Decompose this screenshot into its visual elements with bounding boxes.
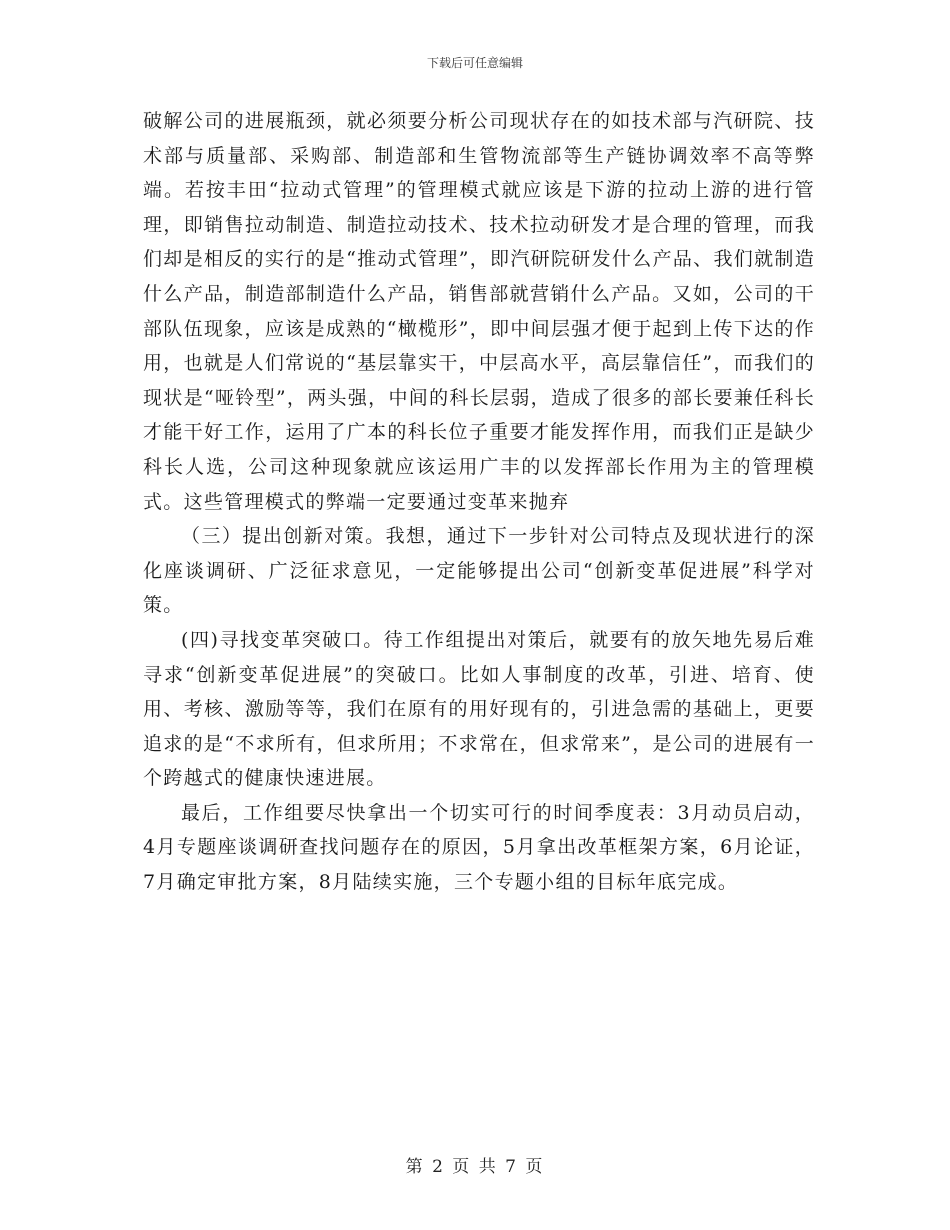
paragraph-bottleneck: 破解公司的进展瓶颈，就必须要分析公司现状存在的如技术部与汽研院、技术部与质量部、采购部、制造部和生管物流部等生产链协调效率不高等弊端。若按丰田“拉动式管理”的管理模式就应该是下游的拉动上游的进行管理，即销售拉动制造、制造拉动技术、技术拉动研发才是合理的管理，而我们却是相反的实行的是“推动式管理”，即汽研院研发什么产品、我们就制造什么产品，制造部制造什么产品，销售部就营销什么产品。又如，公司的干部队伍现象，应该是成熟的“橄榄形”，即中间层强才便于起到上传下达的作用，也就是人们常说的“基层靠实干，中层高水平，高层靠信任”，而我们的现状是“哑铃型”，两头强，中间的科长层弱，造成了很多的部长要兼任科长才能干好工作，运用了广本的科长位子重要才能发挥作用，而我们正是缺少科长人选，公司这种现象就应该运用广丰的以发挥部长作用为主的管理模式。这些管理模式的弊端一定要通过变革来抛弃	[143, 110, 815, 513]
page-header: 下载后可任意编辑	[426, 56, 523, 70]
page-number: 第 2 页 共 7 页	[405, 1157, 545, 1177]
paragraph-innovation-measures: （三）提出创新对策。我想，通过下一步针对公司特点及现状进行的深化座谈调研、广泛征求意见，一定能够提出公司“创新变革促进展”科学对策。	[143, 525, 815, 617]
paragraph-schedule: 最后，工作组要尽快拿出一个切实可行的时间季度表：3月动员启动，4月专题座谈调研查找问题存在的原因，5月拿出改革框架方案，6月论证，7月确定审批方案，8月陆续实施，三个专题小组的目标年底完成。	[143, 801, 815, 894]
document-body	[143, 104, 815, 900]
paragraph-breakthrough: (四)寻找变革突破口。待工作组提出对策后，就要有的放矢地先易后难寻求“创新变革促进展”的突破口。比如人事制度的改革，引进、培育、使用、考核、激励等等，我们在原有的用好现有的，引进急需的基础上，更要追求的是“不求所有，但求所用；不求常在，但求常来”，是公司的进展有一个跨越式的健康快速进展。	[143, 628, 815, 790]
